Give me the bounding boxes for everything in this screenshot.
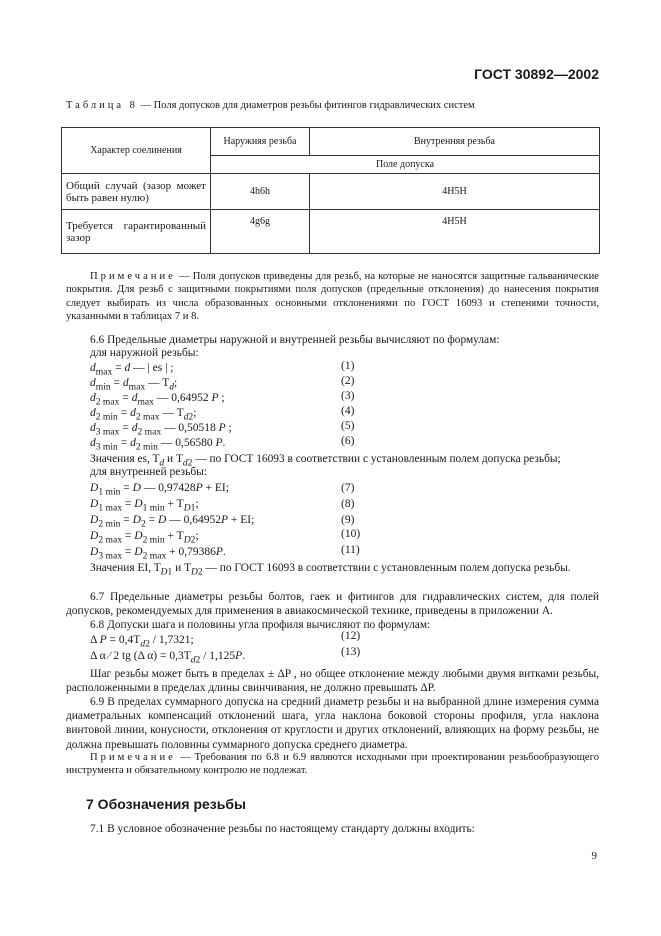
document-id: ГОСТ 30892—2002 [474, 66, 599, 82]
pitch-text: Шаг резьбы может быть в пределах ± ΔP , но общее отклонение между любыми двумя витками резьбы, расположенными в пределах длины свинчивания, не должно превышать ΔP. [66, 668, 599, 695]
formula-number: (12) [341, 630, 361, 642]
formula-9: $D_{2 min} = D_2 = D$ — 0,64952P + EI; [90, 514, 255, 530]
clause-6-8: 6.8 Допуски шага и половины угла профиля вычисляют по формулам: [90, 619, 431, 631]
clause-6-6: 6.6 Предельные диаметры наружной и внутренней резьбы вычисляют по формулам: [90, 334, 500, 346]
row-outer: 4g6g [211, 210, 310, 254]
values-es-text: Значения es, $T_d$ и $T_{d2}$ — по ГОСТ 16093 в соответствии с установленным полем допуска резьбы; [90, 453, 561, 469]
table-row [62, 174, 600, 210]
formula-12: Δ $P = 0,4T_{d2} / 1,7321$; [90, 634, 194, 650]
table-caption-label: Таблица 8 [66, 100, 138, 111]
row-outer: 4h6h [211, 174, 310, 210]
outer-thread-label: для наружной резьбы: [90, 347, 199, 359]
formula-8: $D_{1 max} = D_{1 min} + T_{D1}$; [90, 498, 199, 514]
note-2 [66, 751, 599, 778]
formula-number: (10) [341, 528, 361, 540]
table-caption [66, 100, 475, 111]
inner-thread-label: для внутренней резьбы: [90, 466, 208, 478]
section-7-title: 7 Обозначения резьбы [86, 796, 246, 812]
formula-11: $D_{3 max} = D_{2 max} + 0,79386P$. [90, 546, 226, 562]
formula-number: (9) [341, 514, 355, 526]
formula-number: (3) [341, 390, 355, 402]
clause-6-7: 6.7 Предельные диаметры резьбы болтов, гаек и фитингов для гидравлических систем, для полей допусков, рекомендуемых для применения в авиакосмической технике, приведены в приложении А. [66, 591, 599, 618]
page-number: 9 [591, 850, 597, 862]
formula-7: $D_{1 min} = D$ — 0,97428P + EI; [90, 482, 229, 498]
formula-number: (6) [341, 435, 355, 447]
formula-number: (2) [341, 375, 355, 387]
header-outer-thread: Наружняя резьба [211, 128, 310, 156]
row-inner: 4H5H [310, 174, 600, 210]
table-caption-text: — Поля допусков для диаметров резьбы фитингов гидравлических систем [137, 100, 475, 111]
values-ei-text: Значения EI, $T_{D1}$ и $T_{D2}$ — по ГОСТ 16093 в соответствии с установленным полем допуска резьбы. [90, 562, 571, 578]
row-character: Общий случай (зазор может быть равен нулю) [62, 174, 211, 210]
formula-1: $d_{max} = d$ — | es | ; [90, 362, 174, 378]
row-inner: 4H5H [310, 210, 600, 254]
formula-number: (7) [341, 482, 355, 494]
header-character: Характер соелинения [62, 128, 211, 174]
formula-13: Δ α ⁄ 2 tg (Δ $\alpha) = 0,3T_{d2} / 1,125P$. [90, 650, 246, 666]
formula-10: $D_{2 max} = D_{2 min} + T_{D2}$; [90, 530, 199, 546]
header-tolerance-field: Поле допуска [211, 156, 600, 174]
note-text: — Поля допусков приведены для резьб, на которые не наносятся защитные гальванические покрытия. Для резьб с защитными покрытиями поля допусков (предельные отклонения) до нанесения покрытия следует выбирать из числа образованных основными отклонениями по ГОСТ 16093 и степенями точности, указанными в таблицах 7 и 8. [66, 271, 599, 323]
note-label: Примечание [90, 271, 176, 282]
formula-number: (13) [341, 646, 361, 658]
table-row [62, 210, 600, 254]
formula-number: (4) [341, 405, 355, 417]
note-text: — Требования по 6.8 и 6.9 являются исходными при проектировании резьбообразующего инструмента и обязательному контролю не подлежат. [66, 752, 599, 777]
formula-6: $d_{3 min} = d_{2 min}$ — 0,56580 P. [90, 437, 226, 453]
header-inner-thread: Внутренняя резьба [310, 128, 600, 156]
formula-number: (11) [341, 544, 360, 556]
formula-number: (5) [341, 420, 355, 432]
note-label: Примечание [90, 752, 176, 763]
row-character: Требуется гарантированный зазор [62, 210, 211, 254]
note-1 [66, 270, 599, 324]
formula-2: $d_{min} = d_{max}$ — $T_d$; [90, 377, 178, 393]
tolerance-table [61, 127, 600, 254]
formula-5: $d_{3 max} = d_{2 max}$ — 0,50518 P ; [90, 422, 232, 438]
formula-number: (1) [341, 360, 355, 372]
formula-4: $d_{2 min} = d_{2 max}$ — $T_{d2}$; [90, 407, 197, 423]
clause-7-1: 7.1 В условное обозначение резьбы по настоящему стандарту должны входить: [90, 823, 475, 835]
formula-number: (8) [341, 498, 355, 510]
clause-6-9: 6.9 В пределах суммарного допуска на средний диаметр резьбы и на выбранной длине измерения сумма диаметральных компенсаций отклонений шага, угла наклона боковой стороны профиля, угла наклона винтовой линии, конусности, отклонения от круглости и других отклонений, влияющих на форму резьбы, не должна превышать половины суммарного допуска среднего диаметра. [66, 696, 599, 751]
formula-3: $d_{2 max} = d_{max}$ — 0,64952 P ; [90, 392, 225, 408]
